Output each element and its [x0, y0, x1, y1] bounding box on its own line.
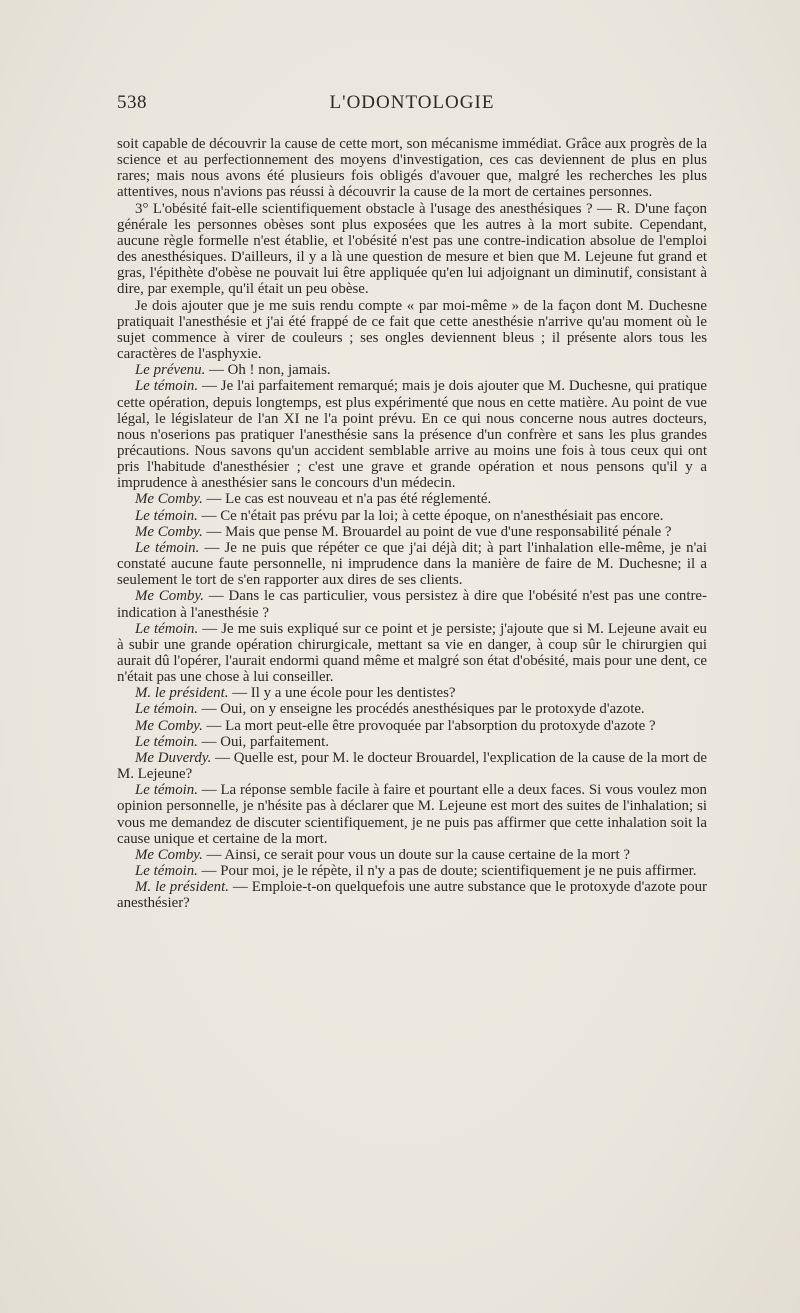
dialogue-line	[117, 782, 707, 847]
speaker: M. le président.	[135, 685, 229, 702]
dialogue-line	[117, 508, 707, 524]
dialogue-text: — Le cas est nouveau et n'a pas été réglementé.	[202, 491, 492, 508]
dialogue-line	[117, 863, 707, 879]
speaker: Me Comby.	[135, 588, 204, 605]
dialogue-line	[117, 701, 707, 717]
dialogue-line	[117, 734, 707, 750]
dialogue-line	[117, 362, 707, 378]
dialogue-text: — Je ne puis que répéter ce que j'ai déjà dit; à part l'inhalation elle-même, je n'ai constaté aucune faute personnelle, ni imprudence dans la manière de faire de M. Duchesne; il a seulement le tort de s'en rapporter aux dires de ses clients.	[117, 539, 707, 589]
dialogue-text: — Dans le cas particulier, vous persistez à dire que l'obésité n'est pas une contre-indication à l'anesthésie ?	[117, 588, 707, 621]
dialogue-line	[117, 847, 707, 863]
speaker: Me Comby.	[135, 523, 203, 540]
dialogue-text: — Je l'ai parfaitement remarqué; mais je dois ajouter que M. Duchesne, qui pratique cette opération, depuis longtemps, est plus expérimenté que nous en cette matière. Au point de vue légal, le législateur de l'an XI ne l'a point prévu. En ce qui nous concerne nous autres docteurs, nous n'oserions pas pratiquer l'anesthésie sans la présence d'un confrère et sans les plus grandes précautions. Nous savons qu'un accident semblable arrive au moins une fois à tous ceux qui ont pris l'habitude d'anesthésier ; c'est une grave et grande opération et nous pensons qu'il y a imprudence à anesthésier sans le concours d'un médecin.	[117, 378, 707, 492]
speaker: Me Comby.	[135, 846, 203, 863]
paragraph-text: soit capable de découvrir la cause de cette mort, son mécanisme immédiat. Grâce aux progrès de la science et au perfectionnement des moyens d'investigation, ces cas deviennent de plus en plus rares; mais nous avons été plusieurs fois obligés d'avouer que, malgré les recherches les plus attentives, nous n'avions pas réussi à découvrir la cause de la mort de certaines personnes.	[117, 136, 707, 201]
paragraph	[117, 136, 707, 201]
dialogue-line	[117, 718, 707, 734]
dialogue-line	[117, 378, 707, 491]
page-header	[117, 92, 707, 116]
dialogue-text: — Ainsi, ce serait pour vous un doute sur la cause certaine de la mort ?	[202, 846, 630, 863]
dialogue-line	[117, 621, 707, 686]
speaker: Me Comby.	[135, 717, 203, 734]
running-title: L'ODONTOLOGIE	[329, 92, 495, 113]
speaker: Le témoin.	[135, 620, 199, 637]
dialogue-line	[117, 491, 707, 507]
speaker: Le témoin.	[135, 863, 198, 880]
dialogue-line	[117, 879, 707, 911]
speaker: Le prévenu.	[135, 362, 206, 379]
speaker: Me Duverdy.	[135, 749, 212, 766]
speaker: Me Comby.	[135, 491, 203, 508]
paragraph	[117, 298, 707, 363]
dialogue-line	[117, 588, 707, 620]
speaker: Le témoin.	[135, 507, 198, 524]
speaker: Le témoin.	[135, 378, 199, 395]
paragraph	[117, 201, 707, 298]
dialogue-text: — Je me suis expliqué sur ce point et je persiste; j'ajoute que si M. Lejeune avait eu à subir une grande opération chirurgicale, mettant sa vie en danger, à coup sûr le chirurgien qui aurait dû l'opérer, l'aurait endormi quand même et malgré son état d'obésité, mais pour une dent, ce n'était pas une chose à lui conseiller.	[117, 620, 708, 686]
dialogue-line	[117, 524, 707, 540]
speaker: Le témoin.	[135, 539, 200, 556]
dialogue-text: — Oui, on y enseigne les procédés anesthésiques par le protoxyde d'azote.	[197, 701, 645, 718]
dialogue-text: — Oh ! non, jamais.	[205, 362, 331, 379]
speaker: M. le président.	[135, 879, 229, 896]
dialogue-line	[117, 540, 707, 588]
dialogue-text: — Oui, parfaitement.	[197, 733, 329, 750]
dialogue-text: — La réponse semble facile à faire et pourtant elle a deux faces. Si vous voulez mon opinion personnelle, je n'hésite pas à déclarer que M. Lejeune est mort des suites de l'inhalation; si vous me demandez de discuter scientifiquement, je ne puis pas affirmer que cette inhalation soit la cause unique et certaine de la mort.	[117, 782, 707, 847]
dialogue-text: — Pour moi, je le répète, il n'y a pas de doute; scientifiquement je ne puis affirmer.	[197, 863, 697, 880]
dialogue-text: — Emploie-t-on quelquefois une autre substance que le protoxyde d'azote pour anesthésier?	[117, 879, 707, 912]
dialogue-text: — La mort peut-elle être provoquée par l'absorption du protoxyde d'azote ?	[202, 717, 656, 734]
speaker: Le témoin.	[135, 782, 198, 799]
page-number: 538	[117, 92, 147, 113]
paragraph-text: 3° L'obésité fait-elle scientifiquement obstacle à l'usage des anesthésiques ? — R. D'une façon générale les personnes obèses sont plus exposées que les autres à la mort subite. Cependant, aucune règle formelle n'est établie, et l'obésité n'est pas une contre-indication absolue de l'emploi des anesthésiques. D'ailleurs, il y a là une question de mesure et bien que M. Lejeune fut grand et gras, l'épithète d'obèse ne pouvait lui être appliquée qu'en lui adjoignant un diminutif, consistant à dire, par exemple, qu'il était un peu obèse.	[117, 200, 707, 298]
dialogue-text: — Ce n'était pas prévu par la loi; à cette époque, on n'anesthésiait pas encore.	[197, 507, 664, 524]
speaker: Le témoin.	[135, 733, 198, 750]
body-text	[117, 136, 707, 912]
dialogue-text: — Quelle est, pour M. le docteur Brouardel, l'explication de la cause de la mort de M. Lejeune?	[117, 749, 707, 783]
paragraph-text: Je dois ajouter que je me suis rendu compte « par moi-même » de la façon dont M. Duchesne pratiquait l'anesthésie et j'ai été frappé de ce fait que cette anesthésie n'arrive qu'au moment où le sujet commence à virer de couleurs ; ses ongles deviennent bleus ; il présente alors tous les caractères de l'asphyxie.	[117, 297, 707, 363]
dialogue-line	[117, 750, 707, 782]
dialogue-text: — Il y a une école pour les dentistes?	[228, 685, 456, 702]
dialogue-line	[117, 685, 707, 701]
dialogue-text: — Mais que pense M. Brouardel au point de vue d'une responsabilité pénale ?	[202, 523, 672, 540]
speaker: Le témoin.	[135, 701, 198, 718]
